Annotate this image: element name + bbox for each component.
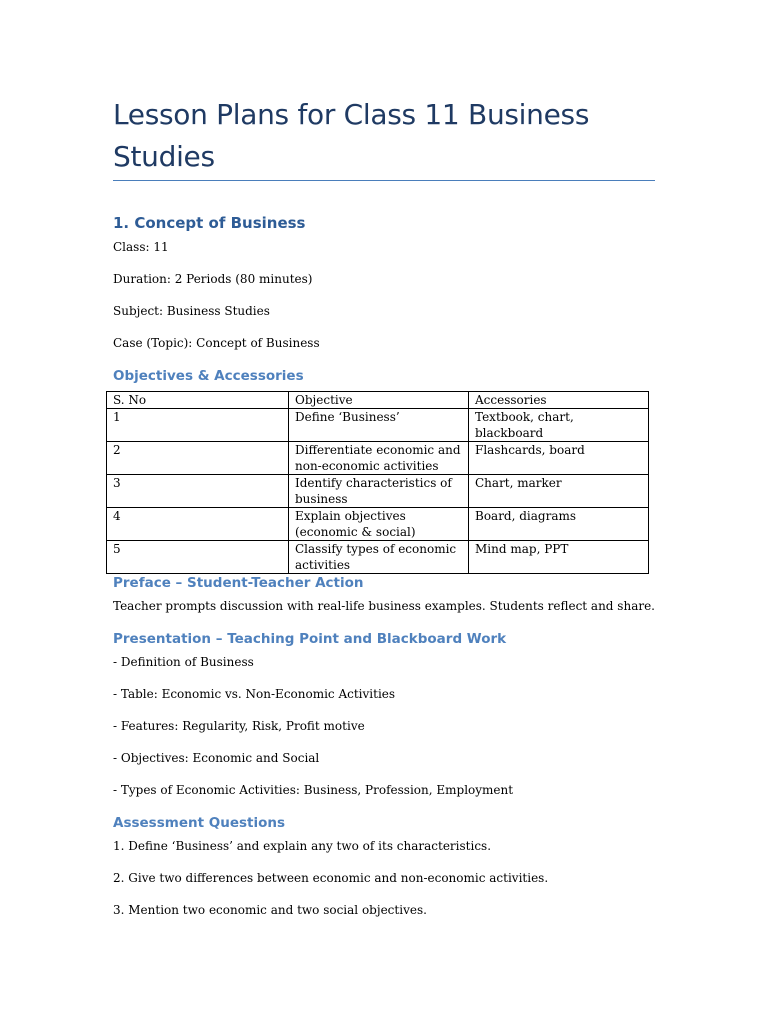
presentation-item: - Objectives: Economic and Social — [113, 751, 320, 765]
table-cell: Classify types of economic activities — [289, 541, 469, 574]
document-title: Lesson Plans for Class 11 Business Studies — [113, 98, 590, 173]
table-cell: Define ‘Business’ — [289, 409, 469, 442]
objectives-table — [106, 391, 649, 574]
class-line: Class: 11 — [113, 240, 169, 254]
case-line: Case (Topic): Concept of Business — [113, 336, 320, 350]
presentation-item: - Definition of Business — [113, 655, 254, 669]
table-cell: Chart, marker — [469, 475, 649, 508]
table-row — [107, 541, 649, 574]
table-cell: Textbook, chart, blackboard — [469, 409, 649, 442]
table-cell: Flashcards, board — [469, 442, 649, 475]
presentation-heading: Presentation – Teaching Point and Blackboard Work — [113, 631, 507, 647]
table-row — [107, 409, 649, 442]
table-header-row — [107, 392, 649, 409]
table-cell: 4 — [107, 508, 289, 541]
table-cell: 2 — [107, 442, 289, 475]
assessment-heading: Assessment Questions — [113, 815, 286, 831]
table-cell: 1 — [107, 409, 289, 442]
presentation-item: - Types of Economic Activities: Business, Profession, Employment — [113, 783, 514, 797]
table-row — [107, 442, 649, 475]
table-row — [107, 508, 649, 541]
table-header-cell: Objective — [289, 392, 469, 409]
table-cell: Board, diagrams — [469, 508, 649, 541]
table-header-cell: Accessories — [469, 392, 649, 409]
table-cell: Differentiate economic and non-economic activities — [289, 442, 469, 475]
preface-heading: Preface – Student-Teacher Action — [113, 575, 364, 591]
subject-line: Subject: Business Studies — [113, 304, 270, 318]
duration-line: Duration: 2 Periods (80 minutes) — [113, 272, 313, 286]
table-cell: Identify characteristics of business — [289, 475, 469, 508]
table-cell: 5 — [107, 541, 289, 574]
presentation-item: - Features: Regularity, Risk, Profit motive — [113, 719, 365, 733]
objectives-heading: Objectives & Accessories — [113, 368, 304, 384]
table-header-cell: S. No — [107, 392, 289, 409]
preface-text: Teacher prompts discussion with real-life business examples. Students reflect and share. — [113, 599, 655, 613]
title-underline — [113, 180, 655, 181]
table-row — [107, 475, 649, 508]
assessment-question: 1. Define ‘Business’ and explain any two of its characteristics. — [113, 839, 492, 853]
assessment-question: 2. Give two differences between economic and non-economic activities. — [113, 871, 549, 885]
table-cell: Mind map, PPT — [469, 541, 649, 574]
assessment-question: 3. Mention two economic and two social objectives. — [113, 903, 427, 917]
table-cell: Explain objectives (economic & social) — [289, 508, 469, 541]
presentation-item: - Table: Economic vs. Non-Economic Activities — [113, 687, 396, 701]
section-heading-concept: 1. Concept of Business — [113, 214, 306, 232]
table-cell: 3 — [107, 475, 289, 508]
